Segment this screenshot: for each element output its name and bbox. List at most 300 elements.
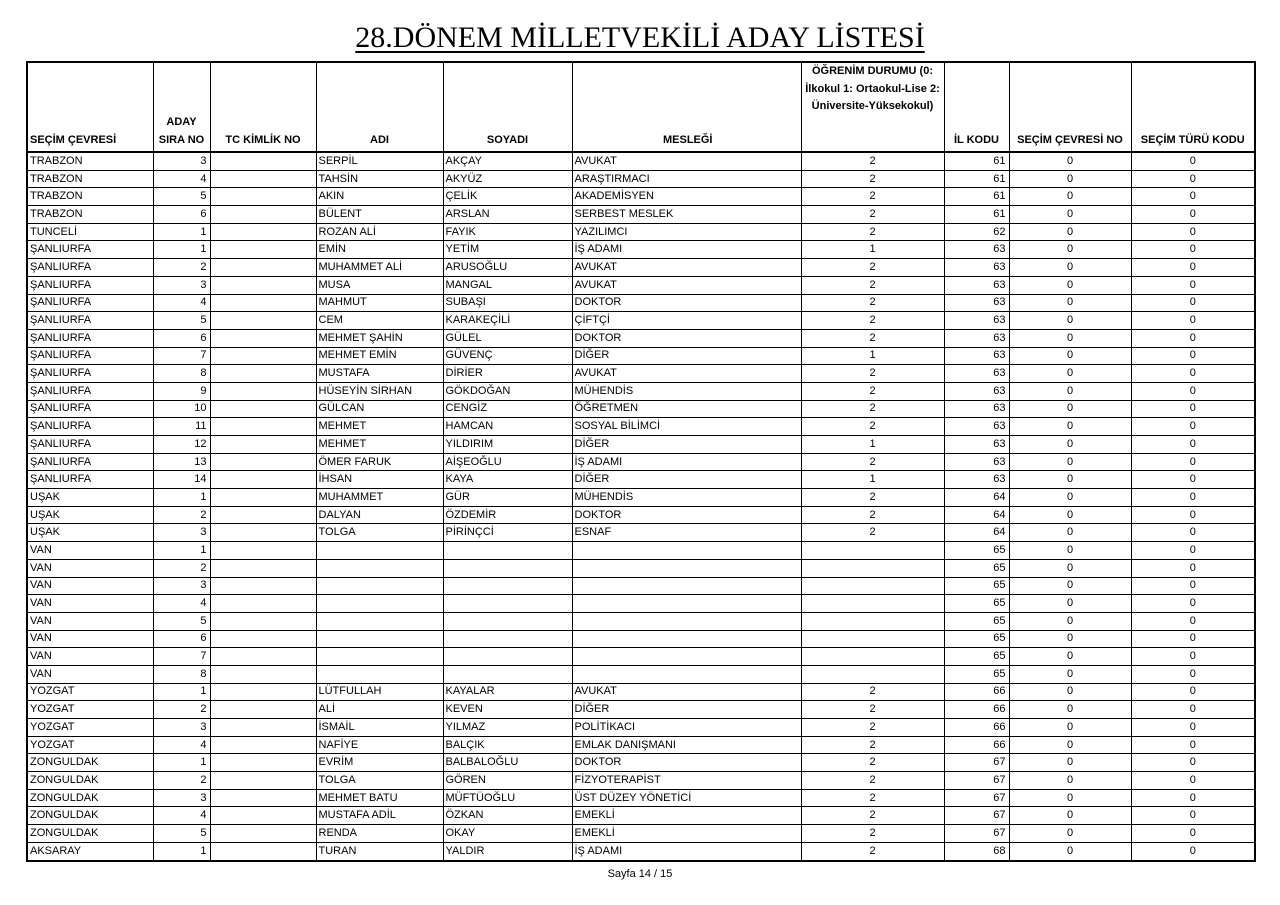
cell-secim-cevresi: TRABZON <box>27 152 153 170</box>
table-row <box>27 453 1255 471</box>
cell-soyadi <box>443 612 572 630</box>
cell-secim-turu-kodu: 0 <box>1131 329 1255 347</box>
cell-meslegi <box>572 612 801 630</box>
cell-aday-sira-no: 4 <box>153 170 210 188</box>
cell-ogrenim-durumu: 2 <box>801 842 944 860</box>
cell-meslegi: İŞ ADAMI <box>572 453 801 471</box>
cell-secim-cevresi-no: 0 <box>1009 170 1131 188</box>
cell-il-kodu: 66 <box>944 683 1009 701</box>
cell-il-kodu: 63 <box>944 294 1009 312</box>
cell-meslegi: DİĞER <box>572 701 801 719</box>
cell-meslegi: ARAŞTIRMACI <box>572 170 801 188</box>
header-aday-sira-no: ADAY SIRA NO <box>153 62 210 152</box>
table-header-row <box>27 62 1255 152</box>
cell-adi: EMİN <box>316 241 443 259</box>
cell-aday-sira-no: 1 <box>153 241 210 259</box>
cell-ogrenim-durumu: 2 <box>801 206 944 224</box>
cell-il-kodu: 61 <box>944 170 1009 188</box>
cell-aday-sira-no: 2 <box>153 506 210 524</box>
cell-adi: TURAN <box>316 842 443 860</box>
cell-adi: LÜTFULLAH <box>316 683 443 701</box>
table-row <box>27 701 1255 719</box>
cell-meslegi <box>572 559 801 577</box>
cell-il-kodu: 66 <box>944 736 1009 754</box>
cell-soyadi: AKÇAY <box>443 152 572 170</box>
cell-ogrenim-durumu: 2 <box>801 772 944 790</box>
cell-adi <box>316 630 443 648</box>
cell-secim-cevresi: ŞANLIURFA <box>27 418 153 436</box>
cell-ogrenim-durumu: 2 <box>801 825 944 843</box>
cell-adi: MUHAMMET <box>316 489 443 507</box>
cell-adi: NAFİYE <box>316 736 443 754</box>
table-row <box>27 382 1255 400</box>
cell-tc-kimlik-no <box>210 188 316 206</box>
cell-ogrenim-durumu: 2 <box>801 453 944 471</box>
cell-secim-cevresi: YOZGAT <box>27 719 153 737</box>
cell-soyadi: ÖZDEMİR <box>443 506 572 524</box>
cell-aday-sira-no: 1 <box>153 489 210 507</box>
cell-soyadi: ARSLAN <box>443 206 572 224</box>
cell-secim-cevresi-no: 0 <box>1009 754 1131 772</box>
cell-aday-sira-no: 14 <box>153 471 210 489</box>
cell-ogrenim-durumu <box>801 595 944 613</box>
cell-ogrenim-durumu: 2 <box>801 188 944 206</box>
cell-il-kodu: 64 <box>944 524 1009 542</box>
table-row <box>27 241 1255 259</box>
cell-ogrenim-durumu: 2 <box>801 152 944 170</box>
cell-tc-kimlik-no <box>210 276 316 294</box>
cell-tc-kimlik-no <box>210 206 316 224</box>
cell-il-kodu: 63 <box>944 241 1009 259</box>
cell-il-kodu: 66 <box>944 719 1009 737</box>
cell-aday-sira-no: 12 <box>153 436 210 454</box>
cell-secim-cevresi: ŞANLIURFA <box>27 312 153 330</box>
cell-secim-cevresi: ŞANLIURFA <box>27 294 153 312</box>
cell-secim-cevresi: ŞANLIURFA <box>27 259 153 277</box>
cell-tc-kimlik-no <box>210 400 316 418</box>
cell-meslegi: AVUKAT <box>572 276 801 294</box>
cell-il-kodu: 67 <box>944 772 1009 790</box>
cell-il-kodu: 61 <box>944 188 1009 206</box>
cell-tc-kimlik-no <box>210 559 316 577</box>
cell-adi: MAHMUT <box>316 294 443 312</box>
cell-meslegi: DİĞER <box>572 436 801 454</box>
cell-ogrenim-durumu: 2 <box>801 365 944 383</box>
cell-meslegi: MÜHENDİS <box>572 489 801 507</box>
cell-adi: İHSAN <box>316 471 443 489</box>
cell-adi: MUSA <box>316 276 443 294</box>
header-soyadi: SOYADI <box>443 62 572 152</box>
cell-aday-sira-no: 5 <box>153 188 210 206</box>
cell-il-kodu: 65 <box>944 542 1009 560</box>
cell-soyadi: YETİM <box>443 241 572 259</box>
cell-ogrenim-durumu: 2 <box>801 294 944 312</box>
cell-secim-cevresi: VAN <box>27 630 153 648</box>
table-row <box>27 312 1255 330</box>
cell-aday-sira-no: 1 <box>153 542 210 560</box>
table-row <box>27 789 1255 807</box>
cell-adi: MEHMET EMİN <box>316 347 443 365</box>
cell-tc-kimlik-no <box>210 259 316 277</box>
cell-tc-kimlik-no <box>210 294 316 312</box>
cell-meslegi: DOKTOR <box>572 329 801 347</box>
cell-meslegi: AVUKAT <box>572 365 801 383</box>
cell-soyadi <box>443 595 572 613</box>
cell-aday-sira-no: 4 <box>153 294 210 312</box>
cell-aday-sira-no: 1 <box>153 842 210 860</box>
table-row <box>27 471 1255 489</box>
header-ogrenim-durumu: ÖĞRENİM DURUMU (0: İlkokul 1: Ortaokul-Lise 2: Üniversite-Yüksekokul) <box>801 62 944 152</box>
table-row <box>27 223 1255 241</box>
cell-secim-cevresi-no: 0 <box>1009 595 1131 613</box>
cell-soyadi <box>443 630 572 648</box>
cell-secim-turu-kodu: 0 <box>1131 241 1255 259</box>
cell-secim-cevresi: VAN <box>27 542 153 560</box>
header-tc-kimlik-no: TC KİMLİK NO <box>210 62 316 152</box>
cell-tc-kimlik-no <box>210 665 316 683</box>
table-row <box>27 329 1255 347</box>
cell-secim-turu-kodu: 0 <box>1131 312 1255 330</box>
cell-ogrenim-durumu: 2 <box>801 418 944 436</box>
cell-secim-cevresi: VAN <box>27 577 153 595</box>
cell-secim-cevresi: ŞANLIURFA <box>27 241 153 259</box>
cell-secim-cevresi-no: 0 <box>1009 772 1131 790</box>
table-row <box>27 825 1255 843</box>
cell-ogrenim-durumu: 2 <box>801 683 944 701</box>
cell-secim-turu-kodu: 0 <box>1131 665 1255 683</box>
cell-aday-sira-no: 13 <box>153 453 210 471</box>
cell-aday-sira-no: 7 <box>153 347 210 365</box>
cell-il-kodu: 65 <box>944 648 1009 666</box>
header-il-kodu: İL KODU <box>944 62 1009 152</box>
cell-adi: EVRİM <box>316 754 443 772</box>
cell-aday-sira-no: 3 <box>153 276 210 294</box>
cell-adi: ÖMER FARUK <box>316 453 443 471</box>
cell-secim-cevresi-no: 0 <box>1009 400 1131 418</box>
cell-ogrenim-durumu: 2 <box>801 736 944 754</box>
cell-secim-cevresi-no: 0 <box>1009 825 1131 843</box>
cell-secim-turu-kodu: 0 <box>1131 577 1255 595</box>
cell-il-kodu: 61 <box>944 152 1009 170</box>
table-row <box>27 595 1255 613</box>
cell-adi: TAHSİN <box>316 170 443 188</box>
cell-secim-cevresi: VAN <box>27 612 153 630</box>
table-row <box>27 294 1255 312</box>
cell-soyadi: FAYIK <box>443 223 572 241</box>
cell-tc-kimlik-no <box>210 506 316 524</box>
cell-secim-turu-kodu: 0 <box>1131 259 1255 277</box>
cell-soyadi <box>443 542 572 560</box>
cell-tc-kimlik-no <box>210 772 316 790</box>
cell-adi: MEHMET <box>316 436 443 454</box>
cell-aday-sira-no: 3 <box>153 789 210 807</box>
cell-soyadi: DİRİER <box>443 365 572 383</box>
cell-soyadi: GÖKDOĞAN <box>443 382 572 400</box>
cell-meslegi: DOKTOR <box>572 754 801 772</box>
cell-soyadi <box>443 577 572 595</box>
cell-ogrenim-durumu: 1 <box>801 471 944 489</box>
cell-secim-cevresi: ŞANLIURFA <box>27 276 153 294</box>
table-row <box>27 648 1255 666</box>
cell-secim-turu-kodu: 0 <box>1131 772 1255 790</box>
cell-meslegi: ÜST DÜZEY YÖNETİCİ <box>572 789 801 807</box>
cell-soyadi: ÖZKAN <box>443 807 572 825</box>
cell-il-kodu: 63 <box>944 418 1009 436</box>
cell-soyadi: KARAKEÇİLİ <box>443 312 572 330</box>
cell-soyadi: KEVEN <box>443 701 572 719</box>
cell-secim-turu-kodu: 0 <box>1131 294 1255 312</box>
cell-il-kodu: 63 <box>944 382 1009 400</box>
cell-soyadi: KAYA <box>443 471 572 489</box>
cell-aday-sira-no: 3 <box>153 577 210 595</box>
cell-aday-sira-no: 2 <box>153 259 210 277</box>
cell-adi: TOLGA <box>316 772 443 790</box>
cell-secim-cevresi: YOZGAT <box>27 736 153 754</box>
cell-adi: CEM <box>316 312 443 330</box>
cell-adi: MEHMET BATU <box>316 789 443 807</box>
table-row <box>27 719 1255 737</box>
table-row <box>27 436 1255 454</box>
cell-secim-cevresi: ZONGULDAK <box>27 825 153 843</box>
cell-aday-sira-no: 9 <box>153 382 210 400</box>
cell-tc-kimlik-no <box>210 436 316 454</box>
cell-il-kodu: 66 <box>944 701 1009 719</box>
header-secim-turu-kodu: SEÇİM TÜRÜ KODU <box>1131 62 1255 152</box>
cell-secim-turu-kodu: 0 <box>1131 754 1255 772</box>
cell-secim-turu-kodu: 0 <box>1131 436 1255 454</box>
cell-secim-cevresi: ZONGULDAK <box>27 789 153 807</box>
cell-soyadi: AKYÜZ <box>443 170 572 188</box>
table-row <box>27 276 1255 294</box>
table-row <box>27 577 1255 595</box>
cell-meslegi: DOKTOR <box>572 506 801 524</box>
cell-soyadi <box>443 559 572 577</box>
table-row <box>27 506 1255 524</box>
cell-aday-sira-no: 2 <box>153 772 210 790</box>
cell-il-kodu: 65 <box>944 630 1009 648</box>
table-row <box>27 736 1255 754</box>
cell-ogrenim-durumu <box>801 612 944 630</box>
cell-secim-cevresi-no: 0 <box>1009 276 1131 294</box>
cell-secim-cevresi-no: 0 <box>1009 418 1131 436</box>
cell-meslegi <box>572 665 801 683</box>
cell-aday-sira-no: 10 <box>153 400 210 418</box>
cell-adi: ROZAN ALİ <box>316 223 443 241</box>
cell-soyadi: MANGAL <box>443 276 572 294</box>
cell-secim-cevresi-no: 0 <box>1009 648 1131 666</box>
cell-meslegi: SERBEST MESLEK <box>572 206 801 224</box>
table-row <box>27 754 1255 772</box>
cell-ogrenim-durumu: 2 <box>801 170 944 188</box>
cell-secim-cevresi-no: 0 <box>1009 506 1131 524</box>
cell-tc-kimlik-no <box>210 630 316 648</box>
cell-aday-sira-no: 8 <box>153 365 210 383</box>
cell-secim-cevresi-no: 0 <box>1009 577 1131 595</box>
cell-ogrenim-durumu: 1 <box>801 347 944 365</box>
table-row <box>27 772 1255 790</box>
cell-soyadi <box>443 665 572 683</box>
cell-ogrenim-durumu: 2 <box>801 807 944 825</box>
cell-meslegi <box>572 648 801 666</box>
cell-secim-cevresi-no: 0 <box>1009 365 1131 383</box>
cell-ogrenim-durumu <box>801 559 944 577</box>
cell-aday-sira-no: 6 <box>153 630 210 648</box>
cell-il-kodu: 64 <box>944 489 1009 507</box>
cell-meslegi: FİZYOTERAPİST <box>572 772 801 790</box>
table-row <box>27 347 1255 365</box>
cell-secim-cevresi-no: 0 <box>1009 489 1131 507</box>
cell-secim-turu-kodu: 0 <box>1131 612 1255 630</box>
table-row <box>27 807 1255 825</box>
cell-meslegi: ÇİFTÇİ <box>572 312 801 330</box>
cell-ogrenim-durumu: 2 <box>801 259 944 277</box>
cell-tc-kimlik-no <box>210 471 316 489</box>
cell-il-kodu: 65 <box>944 665 1009 683</box>
cell-meslegi: YAZILIMCI <box>572 223 801 241</box>
cell-secim-cevresi-no: 0 <box>1009 683 1131 701</box>
cell-tc-kimlik-no <box>210 489 316 507</box>
table-row <box>27 542 1255 560</box>
cell-aday-sira-no: 3 <box>153 152 210 170</box>
cell-tc-kimlik-no <box>210 170 316 188</box>
cell-tc-kimlik-no <box>210 223 316 241</box>
cell-ogrenim-durumu: 2 <box>801 506 944 524</box>
cell-tc-kimlik-no <box>210 577 316 595</box>
cell-soyadi: YILMAZ <box>443 719 572 737</box>
table-row <box>27 418 1255 436</box>
cell-secim-cevresi: ŞANLIURFA <box>27 382 153 400</box>
cell-secim-turu-kodu: 0 <box>1131 471 1255 489</box>
cell-secim-cevresi: ŞANLIURFA <box>27 365 153 383</box>
cell-il-kodu: 65 <box>944 612 1009 630</box>
cell-tc-kimlik-no <box>210 241 316 259</box>
cell-meslegi: EMEKLİ <box>572 807 801 825</box>
cell-aday-sira-no: 3 <box>153 524 210 542</box>
cell-soyadi: GÜVENÇ <box>443 347 572 365</box>
cell-secim-cevresi-no: 0 <box>1009 630 1131 648</box>
cell-secim-turu-kodu: 0 <box>1131 506 1255 524</box>
cell-secim-cevresi: ŞANLIURFA <box>27 453 153 471</box>
cell-secim-cevresi-no: 0 <box>1009 188 1131 206</box>
cell-adi: MUSTAFA <box>316 365 443 383</box>
cell-secim-cevresi: YOZGAT <box>27 701 153 719</box>
cell-secim-cevresi-no: 0 <box>1009 736 1131 754</box>
cell-soyadi: KAYALAR <box>443 683 572 701</box>
table-row <box>27 612 1255 630</box>
cell-ogrenim-durumu: 1 <box>801 241 944 259</box>
cell-il-kodu: 63 <box>944 471 1009 489</box>
cell-meslegi: POLİTİKACI <box>572 719 801 737</box>
cell-ogrenim-durumu: 1 <box>801 436 944 454</box>
cell-tc-kimlik-no <box>210 453 316 471</box>
cell-secim-turu-kodu: 0 <box>1131 807 1255 825</box>
cell-secim-cevresi: ŞANLIURFA <box>27 471 153 489</box>
cell-tc-kimlik-no <box>210 347 316 365</box>
cell-tc-kimlik-no <box>210 418 316 436</box>
cell-secim-cevresi-no: 0 <box>1009 382 1131 400</box>
cell-tc-kimlik-no <box>210 736 316 754</box>
cell-secim-cevresi-no: 0 <box>1009 294 1131 312</box>
cell-il-kodu: 63 <box>944 453 1009 471</box>
cell-soyadi: GÖREN <box>443 772 572 790</box>
cell-secim-cevresi: VAN <box>27 595 153 613</box>
cell-tc-kimlik-no <box>210 542 316 560</box>
cell-meslegi <box>572 595 801 613</box>
cell-meslegi: AKADEMİSYEN <box>572 188 801 206</box>
cell-secim-turu-kodu: 0 <box>1131 347 1255 365</box>
cell-secim-cevresi-no: 0 <box>1009 807 1131 825</box>
cell-secim-turu-kodu: 0 <box>1131 188 1255 206</box>
cell-soyadi: ARUSOĞLU <box>443 259 572 277</box>
cell-secim-cevresi: UŞAK <box>27 524 153 542</box>
cell-adi <box>316 577 443 595</box>
cell-secim-cevresi: ŞANLIURFA <box>27 436 153 454</box>
cell-aday-sira-no: 1 <box>153 754 210 772</box>
cell-adi: MEHMET ŞAHİN <box>316 329 443 347</box>
cell-ogrenim-durumu: 2 <box>801 719 944 737</box>
cell-aday-sira-no: 7 <box>153 648 210 666</box>
cell-meslegi: DİĞER <box>572 347 801 365</box>
header-adi: ADI <box>316 62 443 152</box>
cell-adi: RENDA <box>316 825 443 843</box>
table-row <box>27 259 1255 277</box>
cell-ogrenim-durumu <box>801 542 944 560</box>
cell-secim-cevresi-no: 0 <box>1009 612 1131 630</box>
cell-soyadi: YILDIRIM <box>443 436 572 454</box>
cell-il-kodu: 63 <box>944 329 1009 347</box>
cell-secim-cevresi: VAN <box>27 665 153 683</box>
cell-adi: MEHMET <box>316 418 443 436</box>
cell-aday-sira-no: 6 <box>153 329 210 347</box>
cell-il-kodu: 62 <box>944 223 1009 241</box>
cell-il-kodu: 63 <box>944 276 1009 294</box>
cell-adi: GÜLCAN <box>316 400 443 418</box>
cell-secim-turu-kodu: 0 <box>1131 595 1255 613</box>
cell-secim-turu-kodu: 0 <box>1131 418 1255 436</box>
cell-il-kodu: 63 <box>944 365 1009 383</box>
cell-ogrenim-durumu <box>801 577 944 595</box>
cell-secim-turu-kodu: 0 <box>1131 223 1255 241</box>
cell-tc-kimlik-no <box>210 365 316 383</box>
header-meslegi: MESLEĞİ <box>572 62 801 152</box>
cell-secim-turu-kodu: 0 <box>1131 453 1255 471</box>
cell-secim-cevresi: YOZGAT <box>27 683 153 701</box>
cell-ogrenim-durumu: 2 <box>801 276 944 294</box>
cell-meslegi: ÖĞRETMEN <box>572 400 801 418</box>
cell-secim-turu-kodu: 0 <box>1131 170 1255 188</box>
cell-ogrenim-durumu: 2 <box>801 789 944 807</box>
cell-il-kodu: 63 <box>944 400 1009 418</box>
cell-secim-cevresi: ŞANLIURFA <box>27 347 153 365</box>
table-row <box>27 524 1255 542</box>
cell-secim-cevresi: TUNCELİ <box>27 223 153 241</box>
cell-adi: MUSTAFA ADİL <box>316 807 443 825</box>
cell-secim-cevresi-no: 0 <box>1009 223 1131 241</box>
cell-aday-sira-no: 11 <box>153 418 210 436</box>
cell-meslegi: AVUKAT <box>572 683 801 701</box>
cell-il-kodu: 67 <box>944 825 1009 843</box>
cell-adi: AKIN <box>316 188 443 206</box>
cell-secim-cevresi: AKSARAY <box>27 842 153 860</box>
cell-meslegi <box>572 630 801 648</box>
cell-tc-kimlik-no <box>210 152 316 170</box>
cell-meslegi: SOSYAL BİLİMCİ <box>572 418 801 436</box>
cell-adi <box>316 612 443 630</box>
cell-secim-cevresi-no: 0 <box>1009 719 1131 737</box>
cell-adi <box>316 542 443 560</box>
cell-il-kodu: 64 <box>944 506 1009 524</box>
cell-meslegi: MÜHENDİS <box>572 382 801 400</box>
